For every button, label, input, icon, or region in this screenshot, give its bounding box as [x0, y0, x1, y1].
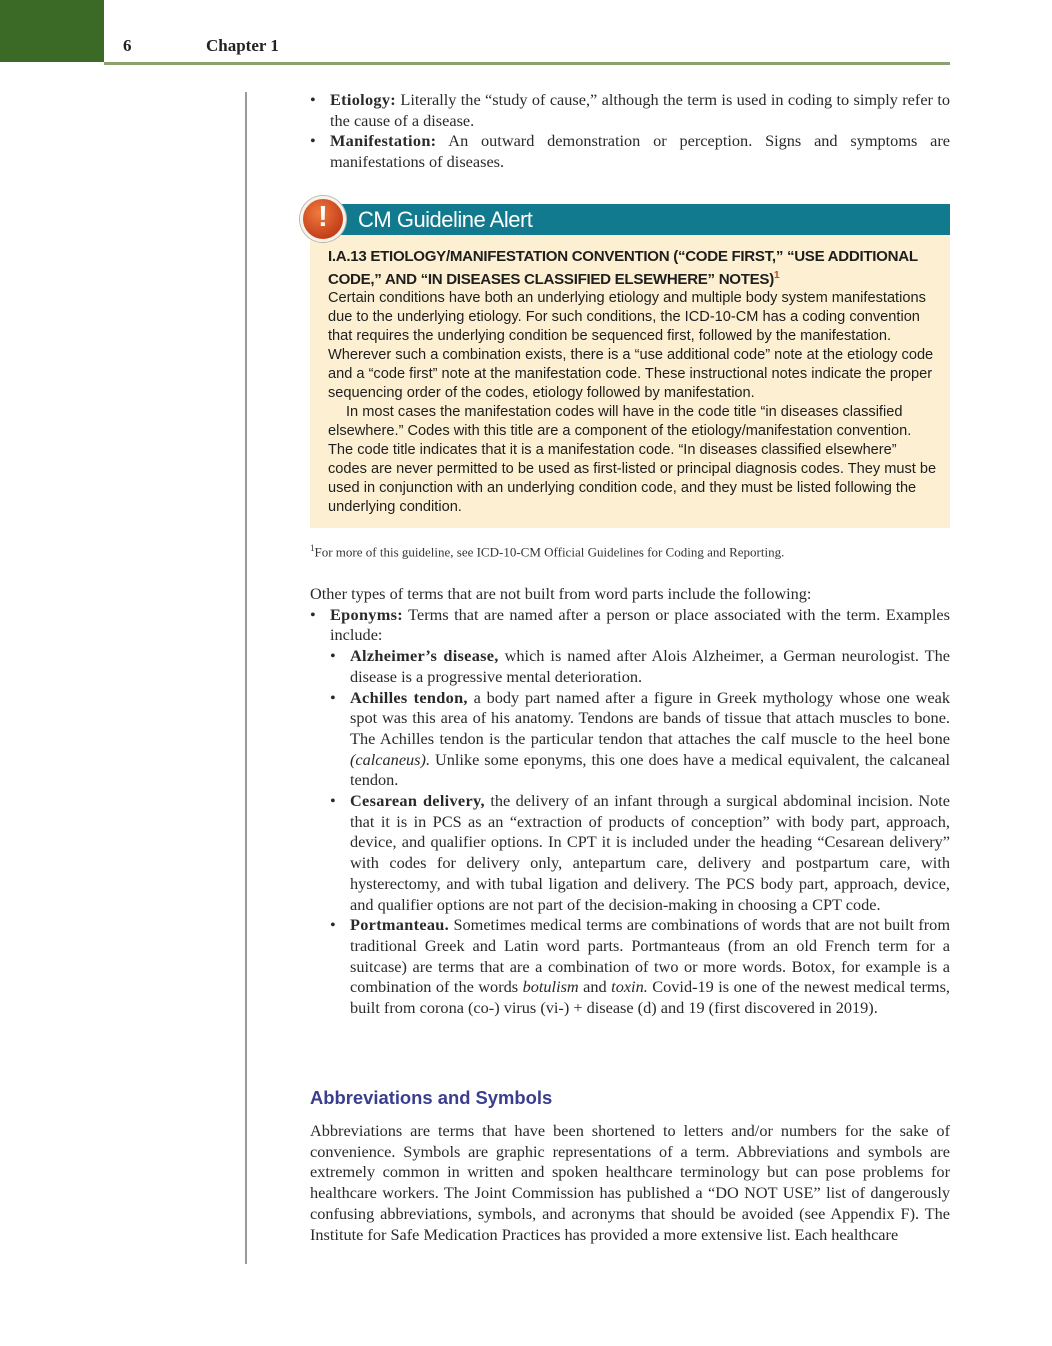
alert-paragraph: In most cases the manifestation codes will have in the code title “in diseases classified elsewhere.” Codes with this title are a component of the etiology/manifestation convention. The code title indicates that it is a manifestation code. “In diseases classified elsewhere” codes are never permitted to be used as first-listed or principal diagnosis codes. They must be used in conjunction with an underlying condition code, and they must be listed following the underlying condition. [328, 404, 937, 516]
list-item: • Etiology: Literally the “study of cause,” although the term is used in coding to simply refer to the cause of a disease. [310, 90, 950, 131]
alert-paragraph: Certain conditions have both an underlying etiology and multiple body system manifestations due to the underlying etiology. For such conditions, the ICD-10-CM has a coding convention that requires the underlying condition be sequenced first, followed by the manifestation. Wherever such a combination exists, there is a “use additional code” note at the etiology code and a “code first” note at the manifestation code. These instructional notes indicate the proper sequencing order of the codes, etiology followed by manifestation. [328, 290, 934, 402]
section-heading: Abbreviations and Symbols [310, 1087, 553, 1108]
list-item: • Manifestation: An outward demonstration or perception. Signs and symptoms are manifestations of diseases. [310, 131, 950, 172]
list-item: • Achilles tendon, a body part named after a figure in Greek mythology whose one weak spot was this area of his anatomy. Tendons are bands of tissue that attach muscles to bone. The Achilles tendon is the particular tendon that attaches the calf muscle to the heel bone (calcaneus). Unlike some eponyms, this one does have a medical equivalent, the calcaneal tendon. [330, 688, 950, 792]
margin-rule [245, 92, 247, 1264]
guideline-alert-box [310, 201, 950, 528]
alert-heading: I.A.13 ETIOLOGY/MANIFESTATION CONVENTION (“CODE FIRST,” “USE ADDITIONAL CODE,” AND “IN DISEASES CLASSIFIED ELSEWHERE” NOTES)$^1$ [328, 248, 918, 289]
chapter-label: Chapter 1 [206, 36, 279, 55]
list-item: • Cesarean delivery, the delivery of an infant through a surgical abdominal incision. Note that it is in PCS as an “extraction of products of conception” with body part, approach, device, and qualifier options. In CPT it is included under the heading “Cesarean delivery” with codes for delivery only, antepartum care, delivery and postpartum care, with hysterectomy, and with tubal ligation and delivery. The PCS body part, approach, device, and qualifier options are not part of the decision-making in choosing a CPT code. [330, 791, 950, 915]
list-item: • Alzheimer’s disease, which is named after Alois Alzheimer, a German neurologist. The disease is a progressive mental deterioration. [330, 646, 950, 687]
header-rule [104, 62, 950, 65]
eponyms-section [310, 584, 950, 1019]
list-item: • Portmanteau. Sometimes medical terms are combinations of words that are not built from traditional Greek and Latin word parts. Portmanteaus (from an old French term for a suitcase) are terms that are a combination of two or more words. Botox, for example is a combination of the words botulism and toxin. Covid-19 is one of the newest medical terms, built from corona (co-) virus (vi-) + disease (d) and 19 (first discovered in 2019). [330, 915, 950, 1019]
exclamation-icon: ! [300, 196, 346, 242]
footnote: $^1$For more of this guideline, see ICD-10-CM Official Guidelines for Coding and Reporting. [310, 543, 785, 560]
alert-title-bar [310, 201, 950, 235]
list-item: • Eponyms: Terms that are named after a person or place associated with the term. Examples include: • Alzheimer’s disease, which is named after Alois Alzheimer, a German neurologist. The disease is a progressive mental deterioration. • Achilles tendon, a body part named after a figure in Greek mythology whose one weak spot was this area of his anatomy. Tendons are bands of tissue that attach muscles to bone. The Achilles tendon is the particular tendon that attaches the calf muscle to the heel bone (calcaneus). Unlike some eponyms, this one does have a medical equivalent, the calcaneal tendon. • Cesarean delivery, the delivery of an infant through a surgical abdominal incision. Note that it is in PCS as an “extraction of products of conception” with body part, approach, device, and qualifier options. In CPT it is included under the heading “Cesarean delivery” with codes for delivery only, antepartum care, delivery and postpartum care, with hysterectomy, and with tubal ligation and delivery. The PCS body part, approach, device, and qualifier options are not part of the decision-making in choosing a CPT code. • Portmanteau. Sometimes medical terms are combinations of words that are not built from traditional Greek and Latin word parts. Portmanteaus (from an old French term for a suitcase) are terms that are a combination of two or more words. Botox, for example is a combination of the words botulism and toxin. Covid-19 is one of the newest medical terms, built from corona (co-) virus (vi-) + disease (d) and 19 (first discovered in 2019). [310, 605, 950, 1019]
alert-title: CM Guideline Alert [358, 207, 533, 232]
top-definitions [310, 90, 950, 173]
page-number: 6 [123, 36, 132, 55]
alert-body [310, 235, 950, 528]
section-body: Abbreviations are terms that have been shortened to letters and/or numbers for the sake of convenience. Symbols are graphic representations of a term. Abbreviations and symbols are extremely common in written and spoken healthcare terminology but can pose problems for healthcare workers. The Joint Commission has published a “DO NOT USE” list of dangerously confusing abbreviations, symbols, and acronyms that should be avoided (see Appendix F). The Institute for Safe Medication Practices has provided a more extensive list. Each healthcare [310, 1121, 950, 1244]
chapter-color-tab [0, 0, 104, 62]
intro-text: Other types of terms that are not built from word parts include the following: [310, 584, 812, 603]
